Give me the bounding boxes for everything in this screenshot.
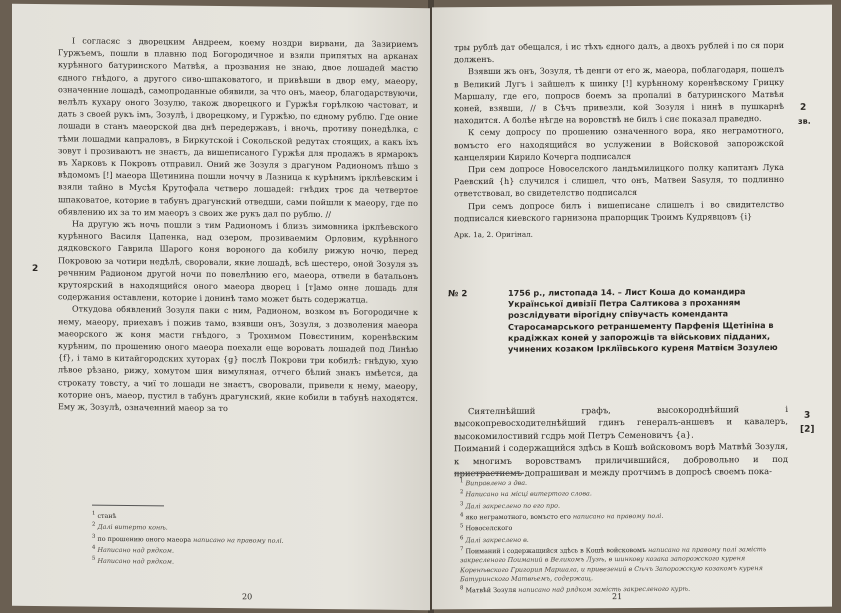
letter-body: [454, 403, 788, 480]
left-paragraph-1: І согласяс з дворецким Андреем, коему ноздри вирвани, да Зазириемъ Гуржъемъ, пошли в плавню под Богородичное и взяли припятых на арканах курѣнного батуринского Матвѣя, а прозвания не знаю, двое лошадей мастю єдного гнѣдого, а другого сиво-шпаковатого, и привѣвши в двор ему, маеору, означенние лошадѣ, самопроданные обявили, за что онъ, маеор, благодарствуючи, велѣлъ кухару оного Зозулю, також дворецкого и Гуржѣя горѣлкою частоват, и дать з своей рукъ імъ, Зозулѣ, і дворецкому, и Гуржѣю, по єдному рублю. Где оние лошади в станъ маеорской два днѣ передержавъ, і вночь, противу понедѣлка, с тѣми лошадми капраловъ, в Биркутской і Сокольской редутах стоящих, а какъ іхъ зовут і прозиваютъ не знаєтъ, да вишеписаного Гуржѣя для продажъ в ярмарокъ въ Харковъ к Покровъ отправил. Оний же Зозуля з драгуном Радиономъ пѣшо з вѣдомомъ [!] маеора Щетинина пошли ноччу в Лазница к курѣнимъ ірклѣевским і взяли тайно в Мусѣя Крутофала чєтверо лошадей: гнѣдих троє да четвертое шпаковатое, которие в табунъ драгунский отведши, сами пойшли к маеору, где по обявлению их за то им маеоръ з своих же рукъ дал по рублю. //: [58, 35, 418, 219]
footnote: $^2$ Далі витерто конѣ.: [92, 521, 168, 532]
right-footnotes: [460, 475, 790, 596]
page-number: 20: [242, 592, 253, 602]
letter-salutation: Сиятелнѣйший графъ, высокороднѣйший і высокопревосходителнѣйший гдинъ генералъ-аншевъ и кавалеръ, высокомилостивий гсдрь мой Петръ Семеновичъ {a}.: [454, 403, 788, 442]
right-paragraph-5: При семъ допросе билъ і вишеписане слишелъ і во свидителство подписался киевского гарнизона прапорщик Троимъ Кудрявцовъ {i}: [454, 198, 784, 224]
footnote: $^8$ Матвѣй Зозуля написано над рядком замість закресленого курѣ.: [460, 584, 691, 595]
left-footnotes: [92, 510, 392, 570]
left-page: [12, 4, 430, 610]
document-heading-block: [508, 286, 786, 355]
footnote-rule: [92, 505, 164, 507]
right-body: [454, 39, 784, 240]
right-page: [432, 5, 832, 610]
footnote: $^5$ Новоселского: [460, 523, 513, 533]
left-paragraph-2: На другую жъ ночь пошли з тим Радиономъ і близъ зимовника ірклѣевского курѣнного Василя Цапенка, над озером, прозиваемим Орловим, курѣнного дядковского Гаврила Шарого коня вороного да кобилу рижую ночю, перед Покровою за чотири недѣлѣ, своровали, якие лошадѣ, всѣ шестеро, оной Зозуля зъ речнним Радионом другой ночи по повелѣнию его, маеора, отвели в батальонъ крутоярский в находящийся оного маеора дворец і [т]амо онне лошадь для содержания оставлени, которие і донинѣ тамо может быть содержатца.: [58, 218, 418, 305]
footnote: $^7$ Поиманий і содержащийся здѣсь в Кошѣ войсковомъ написано на правому полі замість закресленого Поиманий в Великомъ Лузѣ, в шинкову козака запорожского куреня Коренѣвского Григория Маршала, и привезений в Сѣчъ Запорожскую козакомъ куреня Батуринского Матвѣемъ, содержащ.: [460, 545, 767, 583]
right-paragraph-2: Взявши жъ онъ, Зозуля, тѣ денги от его ж, маеора, поблагодаря, пошелъ в Великий Лугъ і зайшелъ к шинку [!] курѣнному коренѣвскому Грицку Маршалу, где его, попросв боемъ за пропалиі в батуринского Матвѣя коней, взявши, // в Сѣчъ привезли, кой Зозуля і нинѣ в пушкарнѣ находится. А болѣе нѣгде на воровствѣ не билъ і сиє показал праведно.: [454, 64, 784, 126]
right-margin-side: зв.: [798, 116, 811, 126]
footnote: $^4$ яко неграмотного, вомъсто его написано на правому полі.: [460, 511, 664, 522]
footnote: $^2$ Написано на місці витертого слова.: [460, 489, 592, 499]
footnote: $^5$ Написано над рядком.: [92, 555, 174, 566]
left-body: [58, 34, 418, 416]
footnote: $^4$ Написано над рядком.: [92, 544, 174, 555]
footnote: $^6$ Далі закреслено в.: [460, 534, 529, 544]
right-margin-side-2: [2]: [800, 424, 815, 435]
footnote: $^1$ станѣ: [92, 510, 117, 521]
right-paragraph-3: К сему допросу по прошению означенного вора, яко неграмотного, вомъсто его находящийся во услужении в Войсковой запорожской канцелярии Кирило Кочерга подписался: [454, 125, 784, 163]
document-heading: 1756 р., листопада 14. – Лист Коша до командира Української дивізії Петра Салтикова з проханням розслідувати вірогідну співучасть коменданта Старосамарського ретраншементу Парфенія Щетініна в крадіжках коней у запорожців та військових підданих, учинених козаком Ірклїівського куреня Матвієм Зозулею: [508, 286, 778, 354]
footnote: $^3$ Далі закреслено по его про.: [460, 500, 561, 510]
right-paragraph-4: При сем допросе Новоселского ландъмилицкого полку капитанъ Лука Раевский {h} случился і слишел, что онъ, Матвеи Sasуля, то подлинно ответствовал, во свидетелство подписался: [454, 161, 784, 199]
right-margin-number-2: 3: [804, 410, 811, 421]
right-margin-number: 2: [800, 102, 807, 113]
footnote: $^3$ по прошению оного маеора написано на правому полі.: [92, 533, 284, 545]
letter-paragraph: Поиманий і содержащийся здѣсь в Кошѣ войсковомъ ворѣ Матвѣй Зозуля, к многимъ воровствамъ приличившийся, добровольно и под пристрастиемъ допрашиван и между протчимъ в допросѣ своемъ пока-: [454, 441, 788, 479]
page-number: 21: [612, 592, 623, 602]
right-paragraph-1: тры рублѣ дат обещался, і ис тѣхъ єдного далъ, а двохъ рублей і по ся пори долженъ.: [454, 39, 784, 65]
document-number: № 2: [448, 289, 468, 300]
source-note: Арк. 1а, 2. Оригінал.: [454, 229, 533, 240]
left-margin-number: 2: [32, 264, 39, 275]
footnote: $^1$ Виправлено з два.: [460, 478, 528, 488]
left-paragraph-3: Откудова обявлений Зозуля паки с ним, Радионом, возком въ Богородичне к нему, маеору, приехавъ і пожив тамо, взявши онъ, Зозуля, з дозволения маеора маеорского ж коня масти гнѣдого, з Трохимом Повєстиним, коренѣвским курѣним, по прошению оного маеора поехали еще воровать лошадей под Линѣю {f}, і тамо в китайгородских хуторах {g} послѣ Покрови три кобилѣ: гнѣдую, хую лѣвое рѣзано, рижу, хомутом шия вимуляная, отчего бѣлий знакъ имѣется, да строкату товсту, а чиї то лошади не знаєтъ, своровали, привели к нему, маеору, которие онъ, маеор, пустил в табунъ драгунский, якие кобили в табунѣ находятся. Ему ж, Зозулѣ, означенний маеор за то: [58, 303, 418, 414]
